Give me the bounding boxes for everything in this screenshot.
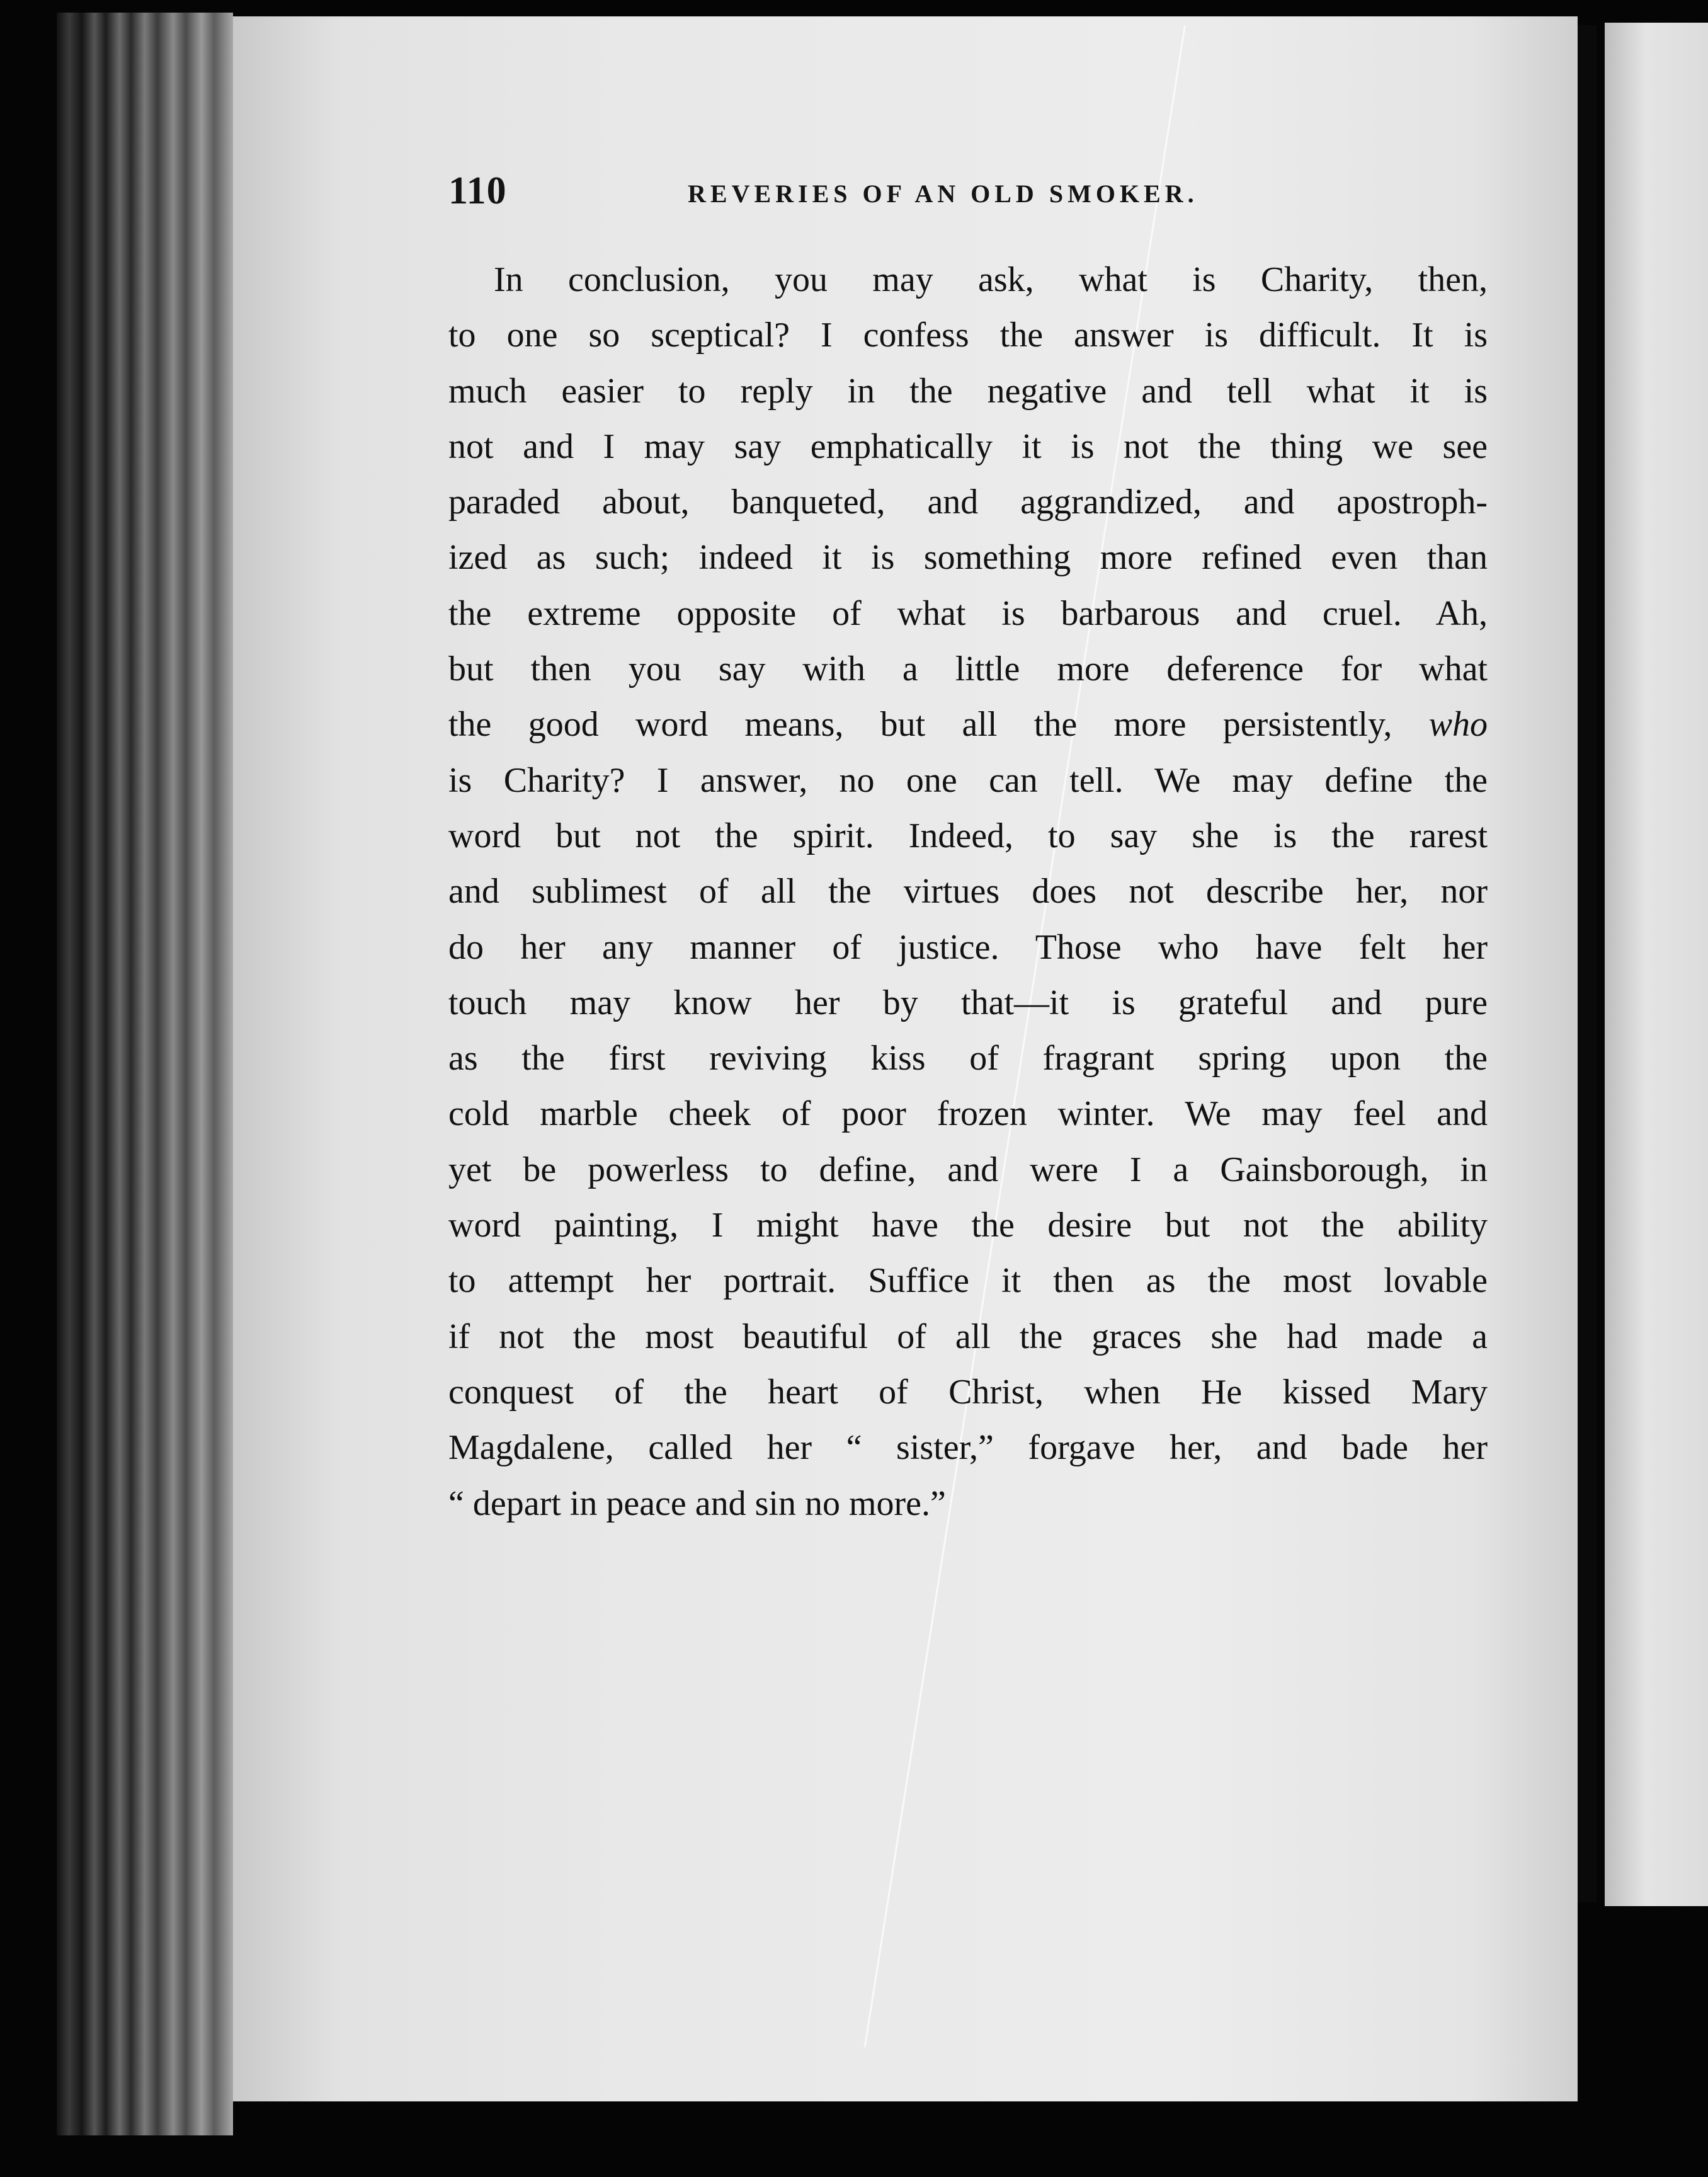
text-line: yet be powerless to define, and were I a Gainsborough, in	[448, 1150, 1488, 1189]
gutter-shadow	[1578, 25, 1597, 1902]
text-line: to one so sceptical? I confess the answer is difficult. It is	[448, 316, 1488, 355]
text-line: conquest of the heart of Christ, when He kissed Mary	[448, 1372, 1488, 1412]
text-line: not and I may say emphatically it is not the thing we see	[448, 426, 1488, 466]
text-line: the extreme opposite of what is barbarous and cruel. Ah,	[448, 593, 1488, 633]
text-line-segment: the good word means, but all the more persistently,	[448, 705, 1392, 745]
text-line: word painting, I might have the desire but not the ability	[448, 1206, 1488, 1245]
text-line: Magdalene, called her “ sister,” forgave her, and bade her	[448, 1428, 1488, 1468]
text-line: do her any manner of justice. Those who have felt her	[448, 927, 1488, 967]
book-page-edges	[57, 13, 233, 2135]
italic-word: who	[1428, 705, 1488, 745]
text-line: as the first reviving kiss of fragrant spring upon the	[448, 1039, 1488, 1078]
facing-page-edge	[1605, 23, 1708, 1906]
text-line: In conclusion, you may ask, what is Charity, then,	[494, 260, 1488, 299]
text-line: cold marble cheek of poor frozen winter. We may feel and	[448, 1094, 1488, 1134]
text-line: and sublimest of all the virtues does not describe her, nor	[448, 872, 1488, 911]
text-line: if not the most beautiful of all the graces she had made a	[448, 1317, 1488, 1356]
text-line: but then you say with a little more deference for what	[448, 649, 1488, 689]
text-line: “ depart in peace and sin no more.”	[448, 1483, 946, 1523]
text-line: paraded about, banqueted, and aggrandized, and apostroph-	[448, 483, 1488, 522]
text-line: to attempt her portrait. Suffice it then as the most lovable	[448, 1261, 1488, 1301]
text-line: word but not the spirit. Indeed, to say she is the rarest	[448, 816, 1488, 855]
text-line: touch may know her by that—it is grateful and pure	[448, 983, 1488, 1022]
text-line: is Charity? I answer, no one can tell. We may define the	[448, 760, 1488, 800]
page-header	[448, 169, 1248, 226]
running-head: REVERIES OF AN OLD SMOKER.	[688, 180, 1198, 208]
text-line: ized as such; indeed it is something more refined even than	[448, 538, 1488, 578]
text-line: much easier to reply in the negative and tell what it is	[448, 371, 1488, 411]
text-line-with-italic	[448, 697, 1488, 752]
page-number: 110	[448, 169, 507, 212]
body-text	[448, 252, 1488, 1531]
